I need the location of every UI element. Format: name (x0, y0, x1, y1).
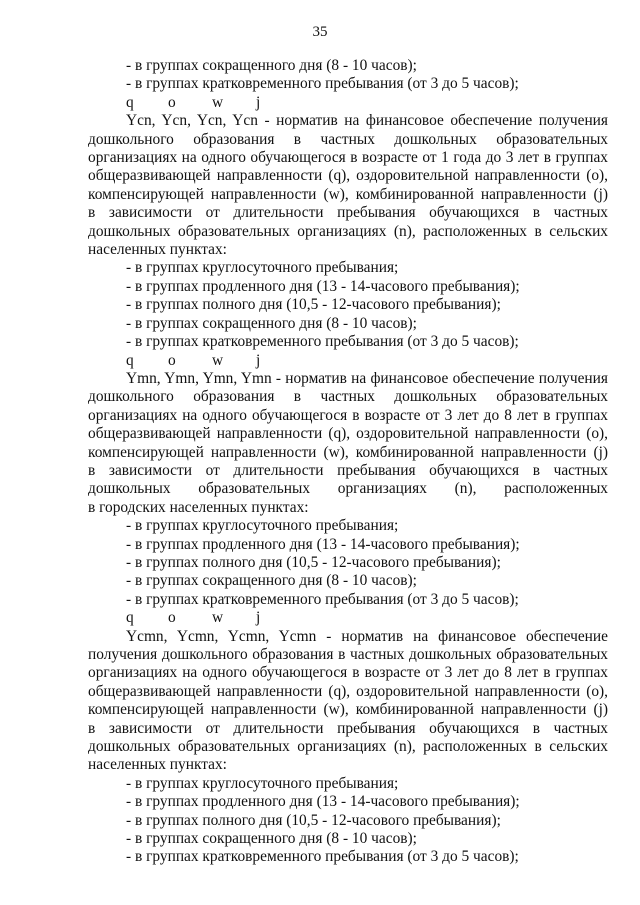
paragraph-line: Yсmn, Yсmn, Yсmn, Yсmn - норматив на финансовое обеспечение (126, 627, 608, 645)
subscript-indices (88, 94, 608, 112)
subscript-w: w (212, 351, 224, 369)
list-item: - в группах кратковременного пребывания (от 3 до 5 часов); (126, 333, 519, 351)
list-item: - в группах кратковременного пребывания (от 3 до 5 часов); (126, 590, 519, 608)
subscript-q: q (126, 351, 134, 369)
paragraph-line: общеразвивающей направленности (q), оздоровительной направленности (o), (88, 682, 608, 700)
paragraph-line: компенсирующей направленности (w), комбинированной направленности (j) (88, 443, 608, 461)
paragraph-line: в зависимости от длительности пребывания обучающихся в частных (88, 461, 608, 479)
paragraph-line: дошкольных образовательных организациях (n), расположенных в сельских (88, 738, 608, 756)
subscript-w: w (212, 609, 224, 627)
subscript-indices (88, 609, 608, 627)
paragraph-norm-urban-3-8 (88, 370, 608, 517)
list-item: - в группах кратковременного пребывания (от 3 до 5 часов); (126, 75, 519, 93)
paragraph-line: дошкольных образовательных организациях (n), расположенных в сельских (88, 222, 608, 240)
paragraph-line: компенсирующей направленности (w), комбинированной направленности (j) (88, 701, 608, 719)
list-groups (88, 775, 608, 867)
paragraph-line: общеразвивающей направленности (q), оздоровительной направленности (o), (88, 167, 608, 185)
list-item: - в группах сокращенного дня (8 - 10 часов); (126, 57, 417, 74)
paragraph-line: дошкольного образования в частных дошкольных образовательных (88, 388, 608, 406)
list-item: - в группах продленного дня (13 - 14-часового пребывания); (126, 535, 520, 553)
subscript-o: o (168, 93, 176, 111)
paragraph-line: населенных пунктах: (88, 756, 227, 774)
list-item: - в группах круглосуточного пребывания; (126, 774, 399, 792)
paragraph-line: Yсn, Yсn, Yсn, Yсn - норматив на финансовое обеспечение получения (126, 112, 608, 130)
document-body (88, 57, 608, 867)
list-item: - в группах сокращенного дня (8 - 10 часов); (126, 572, 417, 590)
subscript-q: q (126, 93, 134, 111)
subscript-w: w (212, 93, 224, 111)
paragraph-norm-rural-1-3 (88, 112, 608, 259)
paragraph-line: в городских населенных пунктах: (88, 498, 309, 516)
list-item: - в группах круглосуточного пребывания; (126, 517, 399, 535)
subscript-j: j (256, 93, 261, 111)
list-item: - в группах продленного дня (13 - 14-часового пребывания); (126, 793, 520, 811)
subscript-q: q (126, 609, 134, 627)
list-item: - в группах сокращенного дня (8 - 10 часов); (126, 314, 417, 332)
paragraph-line: населенных пунктах: (88, 241, 227, 259)
subscript-j: j (256, 609, 261, 627)
paragraph-line: организациях на одного обучающегося в возрасте от 3 лет до 8 лет в группах (88, 664, 608, 682)
subscript-indices (88, 352, 608, 370)
paragraph-line: в зависимости от длительности пребывания обучающихся в частных (88, 719, 608, 737)
paragraph-line: организациях на одного обучающегося в возрасте от 3 лет до 8 лет в группах (88, 406, 608, 424)
paragraph-line: получения дошкольного образования в частных дошкольных образовательных (88, 646, 608, 663)
list-groups (88, 517, 608, 609)
subscript-o: o (168, 351, 176, 369)
paragraph-line: организациях на одного обучающегося в возрасте от 1 года до 3 лет в группах (88, 149, 608, 167)
paragraph-line: общеразвивающей направленности (q), оздоровительной направленности (o), (88, 425, 608, 443)
list-groups (88, 259, 608, 351)
paragraph-line: Ymn, Ymn, Ymn, Ymn - норматив на финансовое обеспечение получения (126, 369, 608, 387)
list-item: - в группах кратковременного пребывания (от 3 до 5 часов); (126, 848, 519, 866)
list-top (88, 57, 608, 94)
subscript-o: o (168, 609, 176, 627)
paragraph-line: дошкольного образования в частных дошкольных образовательных (88, 130, 608, 148)
list-item: - в группах полного дня (10,5 - 12-часового пребывания); (126, 553, 501, 571)
paragraph-line: компенсирующей направленности (w), комбинированной направленности (j) (88, 185, 608, 203)
list-item: - в группах сокращенного дня (8 - 10 часов); (126, 830, 417, 848)
paragraph-line: дошкольных образовательных организациях (n), расположенных (88, 480, 608, 498)
list-item: - в группах продленного дня (13 - 14-часового пребывания); (126, 277, 520, 295)
paragraph-line: в зависимости от длительности пребывания обучающихся в частных (88, 204, 608, 222)
subscript-j: j (256, 351, 261, 369)
list-item: - в группах круглосуточного пребывания; (126, 259, 399, 277)
page-number: 35 (312, 24, 328, 40)
list-item: - в группах полного дня (10,5 - 12-часового пребывания); (126, 811, 501, 829)
paragraph-norm-rural-3-8 (88, 628, 608, 775)
list-item: - в группах полного дня (10,5 - 12-часового пребывания); (126, 296, 501, 314)
